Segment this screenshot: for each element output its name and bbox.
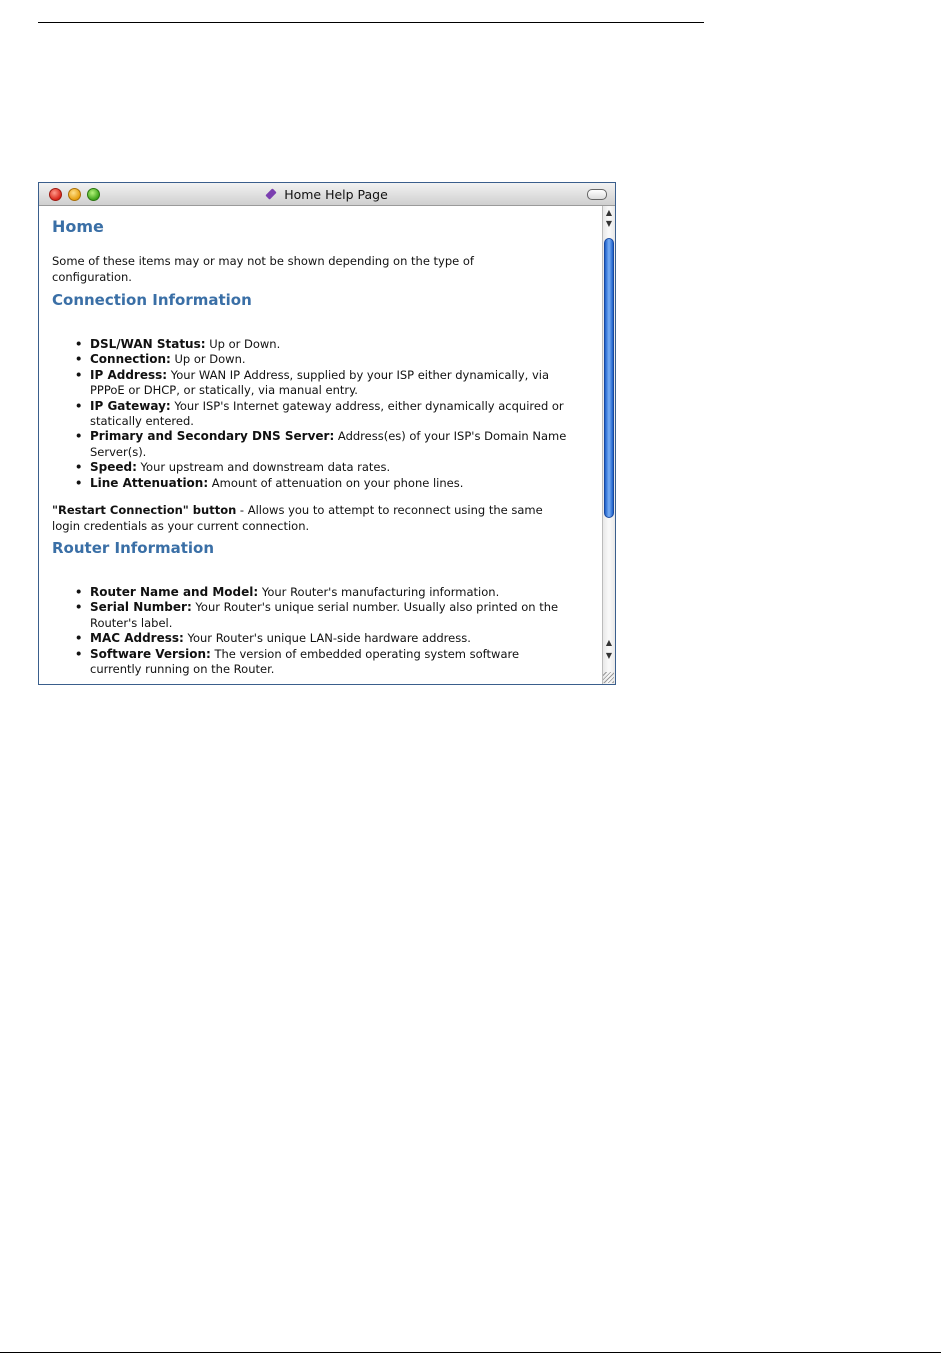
- bookmark-icon: [266, 188, 277, 199]
- item-desc: Up or Down.: [205, 337, 281, 351]
- restart-text: [52, 503, 557, 534]
- scroll-thumb[interactable]: [604, 238, 614, 518]
- item-term: DSL/WAN Status:: [90, 337, 206, 351]
- list-item: [90, 631, 570, 646]
- item-desc: Address(es) of your ISP's Domain Name Server(s).: [90, 429, 567, 459]
- item-desc: Your Router's unique LAN-side hardware address.: [183, 631, 471, 646]
- item-term: Serial Number:: [90, 600, 192, 615]
- item-desc: Your WAN IP Address, supplied by your ISP either dynamically, via PPPoE or DHCP, or statically, via manual entry.: [90, 367, 550, 398]
- item-desc: Up or Down.: [170, 352, 246, 367]
- help-window: [38, 182, 616, 685]
- item-desc: Amount of attenuation on your phone lines.: [208, 475, 464, 490]
- list-item: [90, 429, 570, 460]
- title-bar[interactable]: [39, 183, 615, 206]
- item-desc: Your Router's unique serial number. Usually also printed on the Router's label.: [90, 600, 559, 630]
- restart-term: "Restart Connection" button: [52, 503, 237, 518]
- heading-home: Home: [52, 217, 104, 236]
- list-item: [90, 585, 570, 600]
- list-item: [90, 399, 570, 430]
- page-footer-rule: [0, 1352, 941, 1353]
- router-list: [52, 585, 570, 677]
- help-content: [39, 206, 604, 684]
- toolbar-toggle-icon[interactable]: [587, 189, 607, 200]
- list-item: [90, 460, 570, 475]
- window-title-text: Home Help Page: [284, 187, 388, 202]
- page-header-rule: [38, 22, 704, 23]
- item-term: Software Version:: [90, 646, 211, 661]
- item-term: Primary and Secondary DNS Server:: [90, 429, 335, 444]
- vertical-scrollbar[interactable]: [602, 206, 615, 684]
- connection-list: [52, 337, 570, 491]
- list-item: [90, 337, 570, 352]
- list-item: [90, 476, 570, 491]
- list-item: [90, 352, 570, 367]
- restart-desc: - Allows you to attempt to reconnect using the same login credentials as your current connection.: [52, 503, 543, 533]
- item-desc: Your upstream and downstream data rates.: [136, 460, 391, 475]
- heading-connection: Connection Information: [52, 291, 252, 309]
- item-term: IP Gateway:: [90, 398, 171, 413]
- item-desc: Your ISP's Internet gateway address, either dynamically acquired or statically entered.: [90, 398, 564, 429]
- scroll-up-top-icon[interactable]: ▲: [605, 208, 613, 217]
- item-term: Connection:: [90, 352, 171, 367]
- heading-router: Router Information: [52, 539, 215, 558]
- intro-text: Some of these items may or may not be shown depending on the type of configuration.: [52, 254, 474, 284]
- item-term: IP Address:: [90, 367, 168, 382]
- item-desc: The version of embedded operating system software currently running on the Router.: [90, 646, 520, 677]
- window-title: [39, 187, 615, 202]
- item-term: Speed:: [90, 460, 137, 475]
- scroll-up-icon[interactable]: ▲: [605, 638, 613, 647]
- item-term: Line Attenuation:: [90, 475, 209, 490]
- list-item: [90, 647, 570, 678]
- scroll-down-icon[interactable]: ▼: [605, 651, 613, 660]
- scroll-down-top-icon[interactable]: ▼: [605, 219, 613, 228]
- resize-grip-icon[interactable]: [603, 672, 614, 683]
- list-item: [90, 368, 570, 399]
- item-term: MAC Address:: [90, 631, 184, 646]
- item-term: Router Name and Model:: [90, 585, 259, 600]
- item-desc: Your Router's manufacturing information.: [258, 585, 500, 600]
- list-item: [90, 600, 570, 631]
